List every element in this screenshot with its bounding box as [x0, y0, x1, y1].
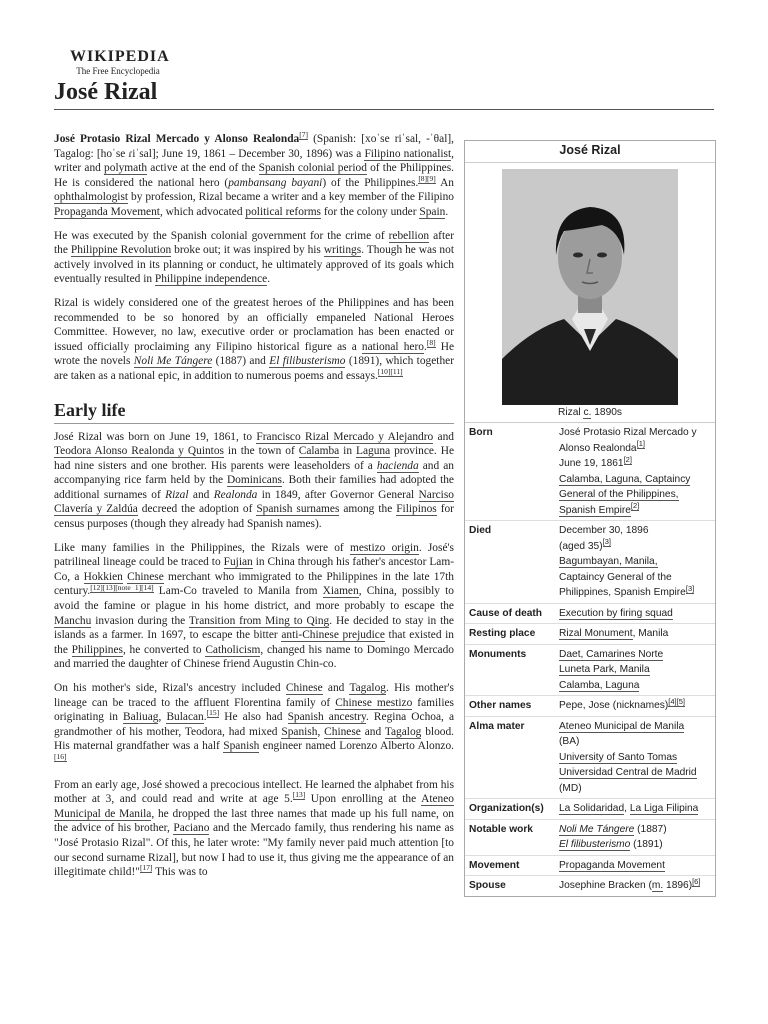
link[interactable]: mestizo origin	[349, 541, 419, 554]
row-value	[555, 820, 715, 855]
link[interactable]: Calamba, Laguna	[559, 679, 640, 691]
citation[interactable]: [8][9]	[418, 173, 436, 183]
infobox-row-alma-mater	[465, 717, 715, 800]
infobox-title: José Rizal	[465, 141, 715, 163]
infobox-row-monuments	[465, 645, 715, 697]
text: and	[188, 488, 214, 501]
text: .	[203, 711, 207, 724]
citation[interactable]: [2]	[630, 501, 640, 511]
citation[interactable]: [12][13][note 1][14]	[90, 582, 154, 592]
text: He also had	[219, 711, 288, 724]
text: June 19, 1861	[559, 458, 624, 469]
link[interactable]: Chinese	[127, 570, 164, 583]
link[interactable]: Calamba	[298, 445, 340, 458]
link[interactable]: political reforms	[245, 205, 321, 218]
link[interactable]: Spanish surnames	[256, 503, 340, 516]
text: .	[423, 340, 427, 353]
italic-title: Noli Me Tángere	[559, 823, 635, 835]
text: active at the end of the	[147, 162, 259, 175]
infobox	[464, 140, 716, 897]
italic-title: El filibusterismo	[559, 839, 631, 850]
text: ,	[158, 711, 167, 724]
link[interactable]: Tagalog	[349, 682, 386, 694]
text: December 30, 1896	[559, 525, 649, 536]
lead-paragraph-2	[54, 229, 454, 287]
text: . José's patrilineal lineage could be traced to	[54, 541, 454, 569]
row-label: Notable work	[469, 823, 533, 835]
link[interactable]: Spanish ancestry	[287, 711, 366, 724]
text: and	[360, 725, 385, 738]
link[interactable]: Rizal Monument	[559, 628, 633, 639]
link[interactable]: anti-Chinese prejudice	[281, 629, 385, 642]
text: (aged 35)	[559, 540, 603, 552]
text: in the town of	[223, 445, 299, 458]
article-body	[54, 132, 454, 889]
link[interactable]: Daet, Camarines Norte	[559, 648, 664, 660]
link[interactable]: Catholicism	[205, 643, 261, 656]
link[interactable]: Ateneo Municipal de Manila	[559, 720, 685, 732]
link[interactable]: Paciano	[173, 822, 210, 835]
text: (1891)	[630, 839, 663, 850]
row-label: Other names	[469, 700, 532, 711]
early-paragraph-4	[54, 778, 454, 880]
text: invasion during the	[91, 614, 189, 627]
title-divider	[54, 109, 714, 110]
row-label: Cause of death	[469, 607, 543, 619]
link[interactable]: Spain	[419, 205, 446, 218]
infobox-row-spouse	[465, 876, 715, 896]
link[interactable]: Chinese mestizo	[335, 696, 413, 709]
row-value	[555, 717, 715, 799]
link[interactable]: ophthalmologist	[54, 191, 129, 204]
citation[interactable]: [3]	[685, 583, 695, 593]
link[interactable]: Baliuag	[123, 711, 159, 724]
infobox-row-cause-of-death	[465, 604, 715, 625]
link[interactable]	[134, 355, 213, 368]
italic-term: El filibusterismo	[269, 355, 346, 368]
italic-term: Noli Me Tángere	[133, 355, 213, 368]
link[interactable]: Philippine independence	[154, 273, 268, 286]
link[interactable]: Philippine Revolution	[70, 244, 172, 257]
early-paragraph-3	[54, 681, 454, 769]
row-value	[555, 521, 715, 603]
text: after the	[54, 229, 454, 257]
link[interactable]: Propaganda Movement	[559, 859, 665, 871]
text: . Both their families had adopted the additional surnames of	[54, 474, 454, 501]
row-label: Alma mater	[469, 720, 525, 732]
italic-term: hacienda	[376, 459, 419, 472]
text: in	[339, 445, 356, 458]
text: Rizal is widely considered one of the greatest heroes of the Philippines and has been recommended to be so honored by an officially empaneled National Heroes Committee. However, no law, executive order or proclamation has been enacted or issued officially proclaiming any Filipino historical figure as a	[54, 296, 454, 353]
text: Josephine Bracken (	[559, 880, 652, 891]
italic-term: pambansang bayani	[228, 176, 323, 189]
wikipedia-tagline: The Free Encyclopedia	[76, 66, 160, 76]
text: ) of the Philippines.	[322, 176, 419, 189]
row-label: Monuments	[469, 648, 527, 660]
row-value	[555, 645, 715, 696]
infobox-row-notable-work	[465, 820, 715, 856]
text: broke out; it was inspired by his	[171, 244, 324, 257]
text: families originating in	[54, 696, 454, 724]
text: merchant who immigrated to the Philippines in the late 17th century.	[54, 570, 454, 598]
citation[interactable]: [3]	[602, 537, 611, 547]
link[interactable]: writings	[323, 244, 362, 257]
text: and the Mercado family, thus rendering his name as "José Protasio Rizal". Of this, he later wrote: "My family never paid much attention [to our second surname Rizal], but now I had to use it, thus giving me the appearance of an illegitimate child!"	[54, 822, 454, 879]
link[interactable]: c.	[583, 406, 592, 418]
text: (BA)	[559, 736, 580, 747]
text: and	[322, 682, 350, 694]
early-paragraph-1	[54, 430, 454, 532]
text: (1887) and	[212, 355, 270, 368]
text: , writer and	[54, 147, 454, 175]
portrait-photo[interactable]	[502, 169, 678, 405]
text: (MD)	[559, 782, 582, 794]
row-value	[555, 856, 715, 876]
text: ,	[624, 803, 630, 814]
citation[interactable]: [4][5]	[668, 696, 685, 706]
text: .	[445, 205, 449, 218]
text: , Manila	[632, 628, 669, 639]
row-label: Born	[469, 427, 493, 438]
citation[interactable]: [1]	[636, 439, 645, 449]
text: From an early age, José showed a precocious intellect. He learned the alphabet from his mother at 3, and could read and write at age 5.	[54, 778, 454, 806]
text: . Though he was not actively involved in its planning or conduct, he ultimately approved of its goals which eventually resulted in	[54, 244, 454, 286]
row-label: Died	[469, 525, 492, 536]
link[interactable]: Bagumbayan, Manila,	[559, 556, 658, 567]
link[interactable]: Fujian	[223, 556, 253, 569]
text: He wrote the novels	[54, 340, 455, 368]
link[interactable]: Calamba, Laguna, Captaincy General of the Philippines, Spanish Empire	[559, 473, 691, 516]
italic-term: Realonda	[213, 488, 258, 501]
row-value	[555, 799, 715, 819]
wikipedia-logo[interactable]	[70, 48, 170, 77]
row-value	[555, 423, 715, 520]
row-value	[555, 696, 715, 716]
citation[interactable]: [2]	[623, 454, 632, 464]
link[interactable]: La Liga Filipina	[629, 803, 699, 814]
text: An	[435, 176, 454, 189]
text: On his mother's side, Rizal's ancestry included	[54, 682, 286, 694]
text: province. He had nine sisters and one brother. His parents were leaseholders of a	[54, 445, 454, 472]
row-value	[555, 624, 715, 644]
citation[interactable]: [15]	[206, 708, 220, 718]
link[interactable]: Spanish colonial period	[258, 162, 367, 175]
link[interactable]: national hero	[361, 340, 424, 353]
link[interactable]: Tagalog	[384, 725, 422, 738]
text: of the Philippines. He is considered the national hero (	[54, 162, 455, 189]
section-heading-early-life: Early life	[54, 398, 454, 424]
wikipedia-wordmark: WIKIPEDIA	[70, 48, 170, 65]
link[interactable]	[559, 824, 634, 836]
portrait-caption	[465, 405, 715, 424]
text: (1887)	[634, 823, 667, 835]
lead-paragraph-1	[54, 132, 454, 220]
text: Rizal	[557, 406, 584, 418]
text: Lam-Co traveled to Manila from	[153, 585, 323, 598]
link[interactable]: Narciso Clavería y Zaldúa	[54, 488, 454, 516]
row-value	[555, 876, 715, 896]
text: Captaincy General of the Philippines, Spanish Empire	[559, 571, 686, 598]
page-title: José Rizal	[54, 79, 158, 105]
text: among the	[339, 503, 397, 516]
link[interactable]	[377, 460, 419, 473]
text: that existed in the	[54, 629, 454, 656]
text: ,	[317, 725, 325, 738]
text: (1891), which together are taken as a national epic, in addition to numerous poems and essays.	[54, 355, 455, 382]
link[interactable]: Execution by firing squad	[559, 607, 673, 619]
text: and an accompanying rice farm held by the	[54, 459, 454, 487]
text: This was to	[152, 866, 208, 879]
link[interactable]: Luneta Park, Manila	[559, 664, 650, 675]
infobox-row-other-names	[465, 696, 715, 717]
text: José Rizal was born on June 19, 1861, to	[54, 430, 257, 443]
text: , he dropped the last three names that made up his full name, on the advice of his brother,	[54, 807, 454, 835]
text: , he converted to	[122, 643, 206, 656]
text: . Regina Ochoa, a grandmother of his mother, Teodora, had mixed	[54, 711, 455, 738]
citation[interactable]: [6]	[692, 876, 701, 886]
text: .	[267, 273, 271, 286]
lead-paragraph-3	[54, 296, 454, 384]
citation[interactable]: [10][11]	[377, 367, 403, 377]
infobox-row-resting-place	[465, 624, 715, 645]
text: decreed the adoption of	[137, 503, 257, 516]
link[interactable]: Chinese	[285, 682, 323, 694]
infobox-row-movement	[465, 856, 715, 877]
text: 1890s	[591, 406, 622, 418]
link[interactable]: Propaganda Movement	[54, 205, 160, 218]
link[interactable]: Chinese	[324, 725, 361, 738]
text: in 1849, after Governor General	[257, 488, 419, 501]
link[interactable]: Xiamen	[322, 585, 359, 598]
link[interactable]: Filipinos	[396, 503, 437, 516]
infobox-row-organizations	[465, 799, 715, 820]
link[interactable]	[269, 355, 345, 368]
link[interactable]: Francisco Rizal Mercado y Alejandro	[256, 430, 434, 443]
text: Pepe, Jose (nicknames)	[559, 700, 669, 711]
text: for the colony under	[321, 205, 420, 218]
link[interactable]: La Solidaridad	[559, 803, 625, 814]
link[interactable]: Manchu	[54, 614, 92, 627]
row-label: Spouse	[469, 880, 506, 891]
infobox-row-born	[465, 423, 715, 521]
link[interactable]: m.	[651, 880, 664, 891]
row-label: Movement	[469, 859, 520, 871]
text: (Spanish: [xoˈse riˈsal, -ˈθal], Tagalog: [hoˈse ɾiˈsal]; June 19, 1861 – December 30, 1896) was a	[54, 133, 454, 160]
text: Upon enrolling at the	[305, 793, 422, 806]
link[interactable]: Universidad Central de Madrid	[559, 767, 697, 778]
text: , China, possibly to avoid the famine or plague in his home district, and more probably to escape the	[54, 585, 454, 613]
row-label: Resting place	[469, 628, 536, 639]
link[interactable]: polymath	[104, 162, 148, 175]
citation[interactable]: [17]	[139, 863, 153, 873]
text: José Protasio Rizal Mercado y Alonso Realonda	[559, 427, 697, 454]
text: , which advocated	[159, 205, 246, 218]
link[interactable]: Dominicans	[226, 474, 282, 487]
link[interactable]	[559, 839, 630, 851]
citation[interactable]: [13]	[292, 790, 306, 800]
row-label: Organization(s)	[469, 803, 544, 814]
link[interactable]: University of Santo Tomas	[559, 751, 678, 763]
text: and	[433, 430, 454, 443]
text: in China through his father's ancestor Lam-Co, a	[54, 556, 454, 583]
link[interactable]: rebellion	[388, 229, 430, 242]
citation[interactable]: [7]	[299, 130, 308, 140]
citation[interactable]: [16]	[54, 752, 67, 762]
link[interactable]: Bulacan	[166, 711, 204, 724]
text: , changed his name to Domingo Mercado and married the daughter of Chinese friend Augustin Chin-co.	[54, 643, 454, 671]
text: 1896)	[663, 880, 693, 891]
citation[interactable]: [8]	[426, 337, 436, 347]
row-value	[555, 604, 715, 624]
link[interactable]: Filipino nationalist	[364, 147, 452, 160]
link[interactable]: Transition from Ming to Qing	[188, 614, 330, 627]
text: . His mother's lineage can be traced to the affluent Florentina family of	[54, 682, 454, 709]
link[interactable]: Spanish	[223, 740, 260, 753]
link[interactable]: Ateneo Municipal de Manila	[54, 793, 454, 820]
text: He was executed by the Spanish colonial government for the crime of	[54, 229, 389, 242]
text: blood. His maternal grandfather was a half	[54, 725, 455, 753]
text: by profession, Rizal became a writer and a key member of the Filipino	[128, 191, 454, 204]
text: engineer named Lorenzo Alberto Alonzo.	[259, 740, 454, 753]
text: Like many families in the Philippines, the Rizals were of	[54, 541, 350, 554]
link[interactable]: Spanish	[281, 725, 318, 738]
link[interactable]: Hokkien	[83, 570, 123, 583]
text: . He decided to stay in the islands as a farmer. In 1697, to escape the bitter	[54, 614, 454, 642]
subject-name: José Protasio Rizal Mercado y Alonso Realonda	[54, 133, 300, 145]
infobox-row-died	[465, 521, 715, 604]
early-paragraph-2	[54, 541, 454, 672]
link[interactable]: Philippines	[71, 643, 123, 656]
italic-term: Rizal	[165, 488, 189, 501]
text: for census purposes (though they already had Spanish names).	[54, 503, 454, 531]
link[interactable]: Laguna	[355, 445, 391, 458]
link[interactable]: Teodora Alonso Realonda y Quintos	[54, 445, 224, 458]
